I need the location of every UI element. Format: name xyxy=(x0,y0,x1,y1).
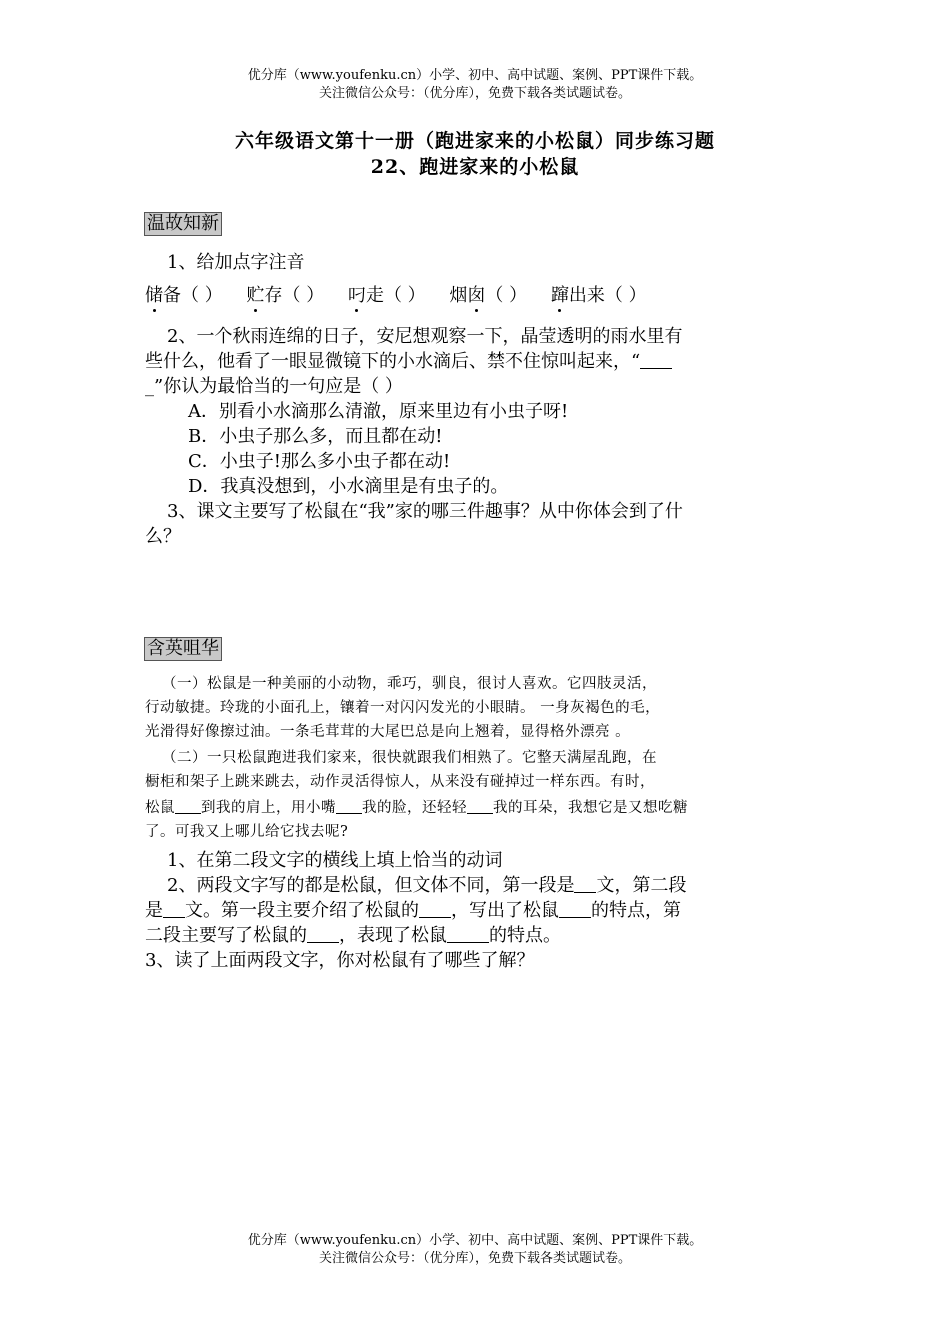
reading-question-1: 1、在第二段文字的横线上填上恰当的动词 xyxy=(167,850,503,871)
option-d: D．我真没想到，小水滴里是有虫子的。 xyxy=(188,476,509,497)
word-chubei: 储备（ ） xyxy=(145,285,223,306)
question-3-line2: 么？ xyxy=(145,526,181,547)
word-yancong: 烟囱（ ） xyxy=(449,285,528,306)
pinyin-words-row xyxy=(145,283,815,308)
reading-question-2-line1: 2、两段文字写的都是松鼠，但文体不同，第一段是 文，第二段 xyxy=(167,875,687,896)
answer-blank[interactable] xyxy=(163,901,185,918)
section-tag-reading: 含英咀华 xyxy=(144,637,222,661)
answer-blank[interactable] xyxy=(559,901,591,918)
reading-question-2-line2: 是 文。第一段主要介绍了松鼠的 ，写出了松鼠 的特点，第 xyxy=(145,900,681,921)
passage1-line2: 行动敏捷。玲珑的小面孔上，镶着一对闪闪发光的小眼睛。 一身灰褐色的毛， xyxy=(145,700,661,716)
passage1-line3: 光滑得好像擦过油。一条毛茸茸的大尾巴总是向上翘着，显得格外漂亮 。 xyxy=(145,724,631,740)
passage2-line1: （二）一只松鼠跑进我们家来，很快就跟我们相熟了。它整天满屋乱跑，在 xyxy=(162,750,657,766)
reading-question-3: 3、读了上面两段文字，你对松鼠有了哪些了解？ xyxy=(145,950,535,971)
answer-blank[interactable] xyxy=(307,926,339,943)
word-zhucun: 贮存（ ） xyxy=(246,285,325,306)
document-title: 六年级语文第十一册（跑进家来的小松鼠）同步练习题 xyxy=(234,130,715,152)
question-1: 1、给加点字注音 xyxy=(167,252,305,273)
word-cuanchulai: 蹿出来（ ） xyxy=(550,285,647,306)
verb-blank-3[interactable] xyxy=(467,797,493,814)
lesson-title: 22、跑进家来的小松鼠 xyxy=(370,156,580,178)
verb-blank-1[interactable] xyxy=(175,797,201,814)
page-footer-line2: 关注微信公众号：（优分库），免费下载各类试题试卷。 xyxy=(318,1251,631,1266)
page-header-line1: 优分库（www.youfenku.cn）小学、初中、高中试题、案例、PPT课件下载。 xyxy=(247,68,703,83)
page-footer-line1: 优分库（www.youfenku.cn）小学、初中、高中试题、案例、PPT课件下载。 xyxy=(247,1233,703,1248)
answer-blank[interactable] xyxy=(640,352,672,369)
verb-blank-2[interactable] xyxy=(336,797,362,814)
question-2-line2: 些什么，他看了一眼显微镜下的小水滴后、禁不住惊叫起来，“ xyxy=(145,349,815,374)
question-3-line1: 3、课文主要写了松鼠在“我”家的哪三件趣事？从中你体会到了什 xyxy=(167,501,683,522)
answer-blank[interactable] xyxy=(419,901,451,918)
reading-question-2-line3: 二段主要写了松鼠的 ，表现了松鼠 的特点。 xyxy=(145,925,561,946)
passage2-line2: 橱柜和架子上跳来跳去，动作灵活得惊人，从来没有碰掉过一样东西。有时， xyxy=(145,774,655,790)
question-2-line3: _”你认为最恰当的一句应是（ ） xyxy=(145,376,403,397)
section-tag-review: 温故知新 xyxy=(144,212,222,236)
word-diaozou: 叼走（ ） xyxy=(347,285,426,306)
answer-blank[interactable] xyxy=(447,926,489,943)
passage2-line4: 了。可我又上哪儿给它找去呢? xyxy=(145,824,349,840)
passage1-line1: （一）松鼠是一种美丽的小动物，乖巧，驯良，很讨人喜欢。它四肢灵活， xyxy=(162,676,657,692)
question-2-line1: 2、一个秋雨连绵的日子，安尼想观察一下，晶莹透明的雨水里有 xyxy=(167,326,683,347)
answer-blank[interactable] xyxy=(574,876,596,893)
option-b: B．小虫子那么多，而且都在动! xyxy=(188,426,443,447)
passage2-line3: 松鼠 到我的肩上，用小嘴 我的脸，还轻轻 我的耳朵，我想它是又想吃糖 xyxy=(145,796,815,820)
option-c: C．小虫子!那么多小虫子都在动! xyxy=(188,451,451,472)
page-header-line2: 关注微信公众号：（优分库），免费下载各类试题试卷。 xyxy=(318,86,631,101)
option-a: A．别看小水滴那么清澈，原来里边有小虫子呀! xyxy=(188,401,569,422)
